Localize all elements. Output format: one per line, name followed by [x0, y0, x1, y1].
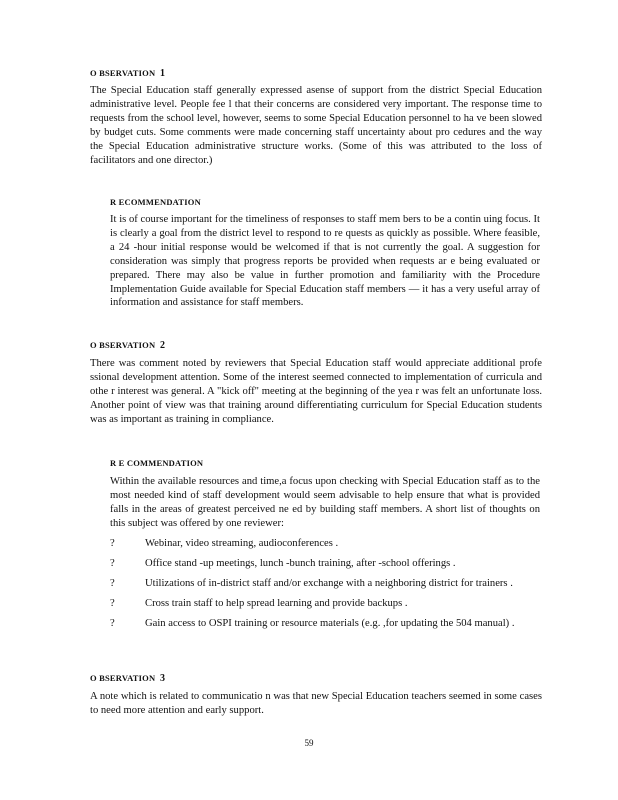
list-item-text: Webinar, video streaming, audioconferences . [145, 538, 339, 549]
list-item-text: Utilizations of in-district staff and/or exchange with a neighboring district for trainers . [145, 577, 513, 589]
observation-1-text: The Special Education staff generally expressed asense of support from the district Special Education administrative level. People fee l that their concerns are considered very important. The response time to requests from the school level, however, seems to some Special Education personnel to ha ve been slowed by budget cuts. Some comments were made concerning staff uncertainty about pro cedures and the way the Special Education administrative structure works. (Some of this was attributed to the loss of facilitators and one director.) [90, 85, 542, 166]
observation-2-text: There was comment noted by reviewers that Special Education staff would appreciate additional profe ssional development attention. Some of the interest seemed connected to implementation of curricula and othe r interest was general. A "kick off" meeting at the beginning of the yea r was felt an unfortunate loss. Another point of view was that training around differentiating curriculum for Special Education students was as important as training in compliance. [90, 358, 542, 425]
list-item-text: Office stand -up meetings, lunch -bunch training, after -school offerings . [145, 557, 456, 569]
page-number: 59 [304, 738, 314, 748]
staff-development-list [110, 537, 540, 631]
observation-label: O BSERVATION [90, 673, 156, 683]
bullet-mark: ? [110, 538, 115, 549]
bullet-mark: ? [110, 557, 115, 569]
list-item [110, 577, 540, 591]
recommendation-2-heading: R E COMMENDATION [110, 458, 204, 468]
observation-number: 2 [160, 340, 166, 351]
observation-3-heading [90, 673, 165, 684]
bullet-mark: ? [110, 617, 115, 629]
list-item [110, 597, 540, 611]
observation-1-heading [90, 68, 165, 79]
observation-number: 3 [160, 673, 166, 684]
bullet-mark: ? [110, 577, 115, 589]
observation-label: O BSERVATION [90, 340, 156, 350]
list-item [110, 537, 540, 551]
bullet-mark: ? [110, 597, 115, 609]
observation-3-text: A note which is related to communicatio n was that new Special Education teachers seemed in some cases to need more attention and early support. [90, 691, 542, 716]
list-item [110, 617, 540, 631]
recommendation-1-text: It is of course important for the timeliness of responses to staff mem bers to be a contin uing focus. It is clearly a goal from the district level to respond to re quests as quickly as possible. Where feasible, a 24 -hour initial response would be welcomed if that is not currently the goal. A suggestion for consideration was simply that progress reports be provided when requests ar e being evaluated or prepared. There may also be value in further promotion and familiarity with the Procedure Implementation Guide available for Special Education staff members — it has a very useful array of information and assistance for staff members. [110, 214, 540, 309]
recommendation-1-heading: R ECOMMENDATION [110, 197, 201, 207]
observation-label: O BSERVATION [90, 68, 156, 78]
list-item [110, 557, 540, 571]
observation-2-heading [90, 340, 165, 351]
list-item-text: Gain access to OSPI training or resource materials (e.g. ,for updating the 504 manual) . [145, 617, 515, 629]
list-item-text: Cross train staff to help spread learning and provide backups . [145, 597, 408, 609]
recommendation-2-text: Within the available resources and time,a focus upon checking with Special Education staff as to the most needed kind of staff development would seem advisable to help ensure that what is provided falls in the areas of greatest perceived ne ed by building staff members. A short list of thoughts on this subject was offered by one reviewer: [110, 476, 540, 529]
observation-number: 1 [160, 68, 166, 79]
